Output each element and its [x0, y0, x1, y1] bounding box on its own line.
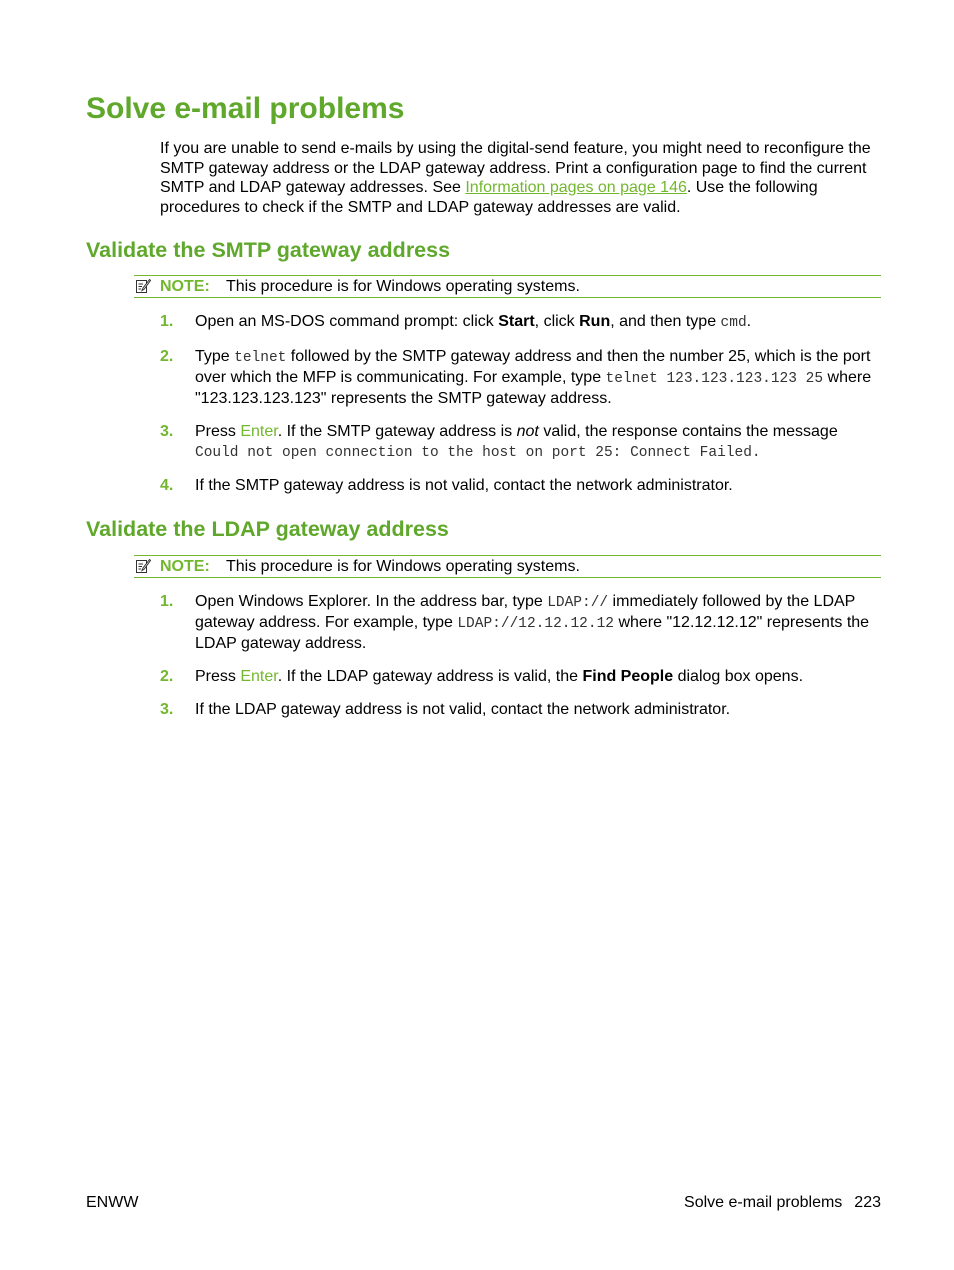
footer-right: [684, 1193, 881, 1212]
step-text: Press: [195, 423, 241, 440]
ldap-heading: Validate the LDAP gateway address: [86, 517, 449, 541]
step-text: , and then type: [610, 313, 721, 330]
ldap-step-1: [160, 592, 882, 654]
smtp-step-4: [160, 476, 882, 496]
step-text: dialog box opens.: [673, 668, 804, 685]
step-text: . If the SMTP gateway address is: [277, 423, 517, 440]
code-ldap-example: LDAP://12.12.12.12: [457, 616, 614, 632]
step-text: Open Windows Explorer. In the address bar, type: [195, 593, 548, 610]
code-telnet: telnet: [234, 350, 287, 366]
step-number: 2.: [160, 348, 174, 365]
footer-left: ENWW: [86, 1194, 139, 1211]
step-text: Type: [195, 348, 235, 365]
intro-text-end: . Use the following procedures to check if the SMTP and LDAP gateway addresses are valid.: [160, 179, 818, 216]
smtp-step-2: [160, 347, 882, 409]
ldap-step-3: [160, 700, 882, 720]
intro-text: If you are unable to send e-mails by using the digital-send feature, you might need to reconfigure the SMTP gateway address or the LDAP gateway address. Print a configuration page to find the current SMTP and LDAP gateway addresses. See: [160, 140, 871, 196]
footer-page-number: 223: [854, 1194, 881, 1211]
run-label: Run: [579, 313, 611, 330]
step-number: 1.: [160, 593, 174, 610]
information-pages-link[interactable]: Information pages on page 146: [465, 179, 687, 196]
ldap-note: [134, 555, 881, 578]
smtp-note: [134, 275, 881, 298]
smtp-step-3: [160, 422, 882, 463]
step-text: Open an MS-DOS command prompt: click: [195, 313, 499, 330]
start-label: Start: [498, 313, 535, 330]
step-text: valid, the response contains the message: [538, 423, 838, 440]
step-text: .: [746, 313, 752, 330]
footer-section-title: Solve e-mail problems: [684, 1194, 843, 1211]
step-text: If the LDAP gateway address is not valid, contact the network administrator.: [195, 701, 731, 718]
step-number: 2.: [160, 668, 174, 685]
step-number: 1.: [160, 313, 174, 330]
step-text: followed by the SMTP gateway address and then the number 25, which is the port over which the MFP is communicating. For example, type: [195, 348, 871, 386]
step-text: If the SMTP gateway address is not valid, contact the network administrator.: [195, 477, 733, 494]
step-text: where "123.123.123.123" represents the SMTP gateway address.: [195, 369, 872, 407]
smtp-step-1: [160, 312, 882, 333]
smtp-heading: Validate the SMTP gateway address: [86, 238, 451, 262]
code-error-message: Could not open connection to the host on port 25: Connect Failed.: [195, 445, 761, 461]
step-text: . If the LDAP gateway address is valid, the: [277, 668, 583, 685]
code-ldap-prefix: LDAP://: [547, 595, 609, 611]
step-text: where "12.12.12.12" represents the LDAP gateway address.: [195, 614, 870, 652]
find-people-label: Find People: [582, 668, 674, 685]
note-text: This procedure is for Windows operating systems.: [226, 278, 580, 295]
note-text: This procedure is for Windows operating systems.: [226, 558, 580, 575]
note-pencil-icon: [135, 558, 151, 574]
code-cmd: cmd: [720, 315, 747, 331]
note-label: NOTE:: [160, 558, 210, 575]
intro-paragraph: [160, 139, 882, 217]
step-text: , click: [534, 313, 580, 330]
ldap-step-2: [160, 667, 882, 687]
note-label: NOTE:: [160, 278, 210, 295]
note-pencil-icon: [135, 278, 151, 294]
step-number: 4.: [160, 477, 174, 494]
step-text: Press: [195, 668, 241, 685]
step-text: immediately followed by the LDAP gateway address. For example, type: [195, 593, 856, 631]
step-number: 3.: [160, 423, 174, 440]
page-title: Solve e-mail problems: [86, 92, 405, 125]
enter-key-label: Enter: [240, 423, 278, 440]
enter-key-label: Enter: [240, 668, 278, 685]
step-number: 3.: [160, 701, 174, 718]
emphasis-not: not: [516, 423, 539, 440]
code-telnet-example: telnet 123.123.123.123 25: [605, 371, 824, 387]
